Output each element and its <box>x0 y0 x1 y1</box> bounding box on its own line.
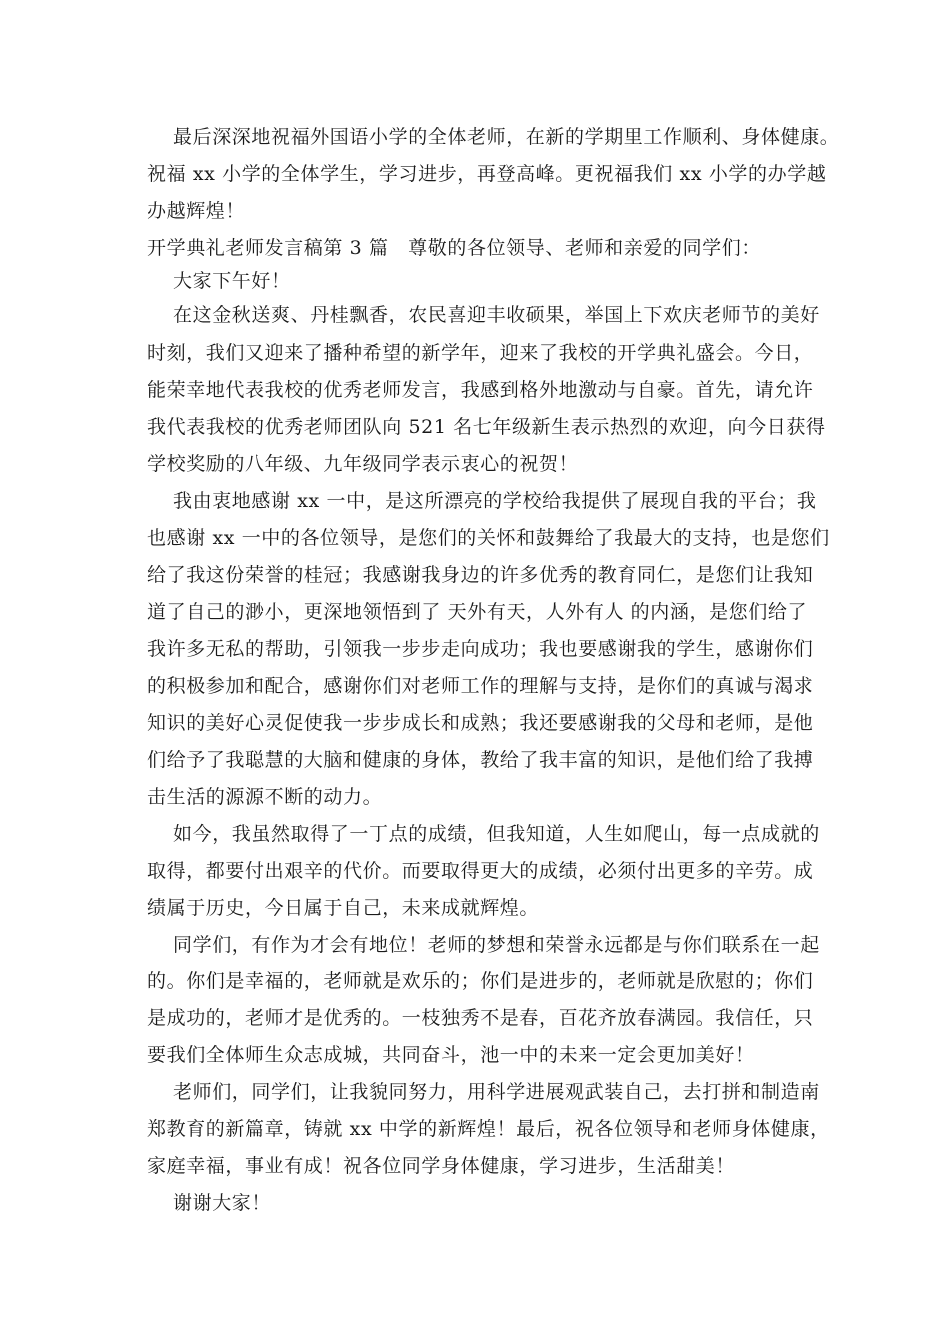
text-line: 办越辉煌！ <box>147 200 246 222</box>
text-line: 我许多无私的帮助，引领我一步步走向成功；我也要感谢我的学生，感谢你们 <box>147 638 814 660</box>
text-line: 老师们，同学们，让我貌同努力，用科学进展观武装自己，去打拼和制造南 <box>173 1081 820 1103</box>
text-line: 谢谢大家！ <box>173 1192 272 1214</box>
text-line: 同学们，有作为才会有地位！老师的梦想和荣誉永远都是与你们联系在一起 <box>173 934 820 956</box>
text-line: 也感谢 xx 一中的各位领导，是您们的关怀和鼓舞给了我最大的支持，也是您们 <box>147 527 830 549</box>
text-line: 最后深深地祝福外国语小学的全体老师，在新的学期里工作顺利、身体健康。 <box>173 126 840 148</box>
text-line: 的积极参加和配合，感谢你们对老师工作的理解与支持，是你们的真诚与渴求 <box>147 675 814 697</box>
text-line: 取得，都要付出艰辛的代价。而要取得更大的成绩，必须付出更多的辛劳。成 <box>147 860 814 882</box>
text-line: 知识的美好心灵促使我一步步成长和成熟；我还要感谢我的父母和老师，是他 <box>147 712 814 734</box>
text-line: 给了我这份荣誉的桂冠；我感谢我身边的许多优秀的教育同仁，是您们让我知 <box>147 564 814 586</box>
text-line: 我由衷地感谢 xx 一中，是这所漂亮的学校给我提供了展现自我的平台；我 <box>173 490 817 512</box>
text-line: 的。你们是幸福的，老师就是欢乐的；你们是进步的，老师就是欣慰的；你们 <box>147 970 814 992</box>
text-line: 如今，我虽然取得了一丁点的成绩，但我知道，人生如爬山，每一点成就的 <box>173 823 820 845</box>
text-line: 学校奖励的八年级、九年级同学表示衷心的祝贺！ <box>147 453 579 475</box>
text-line: 绩属于历史，今日属于自己，未来成就辉煌。 <box>147 897 540 919</box>
text-line: 要我们全体师生众志成城，共同奋斗，池一中的未来一定会更加美好！ <box>147 1044 755 1066</box>
text-line: 家庭幸福，事业有成！祝各位同学身体健康，学习进步，生活甜美！ <box>147 1155 736 1177</box>
text-line: 时刻，我们又迎来了播种希望的新学年，迎来了我校的开学典礼盛会。今日， <box>147 342 814 364</box>
section-heading: 开学典礼老师发言稿第 3 篇 尊敬的各位领导、老师和亲爱的同学们： <box>147 237 761 259</box>
text-line: 能荣幸地代表我校的优秀老师发言，我感到格外地激动与自豪。首先，请允许 <box>147 379 814 401</box>
text-line: 祝福 xx 小学的全体学生，学习进步，再登高峰。更祝福我们 xx 小学的办学越 <box>147 163 827 185</box>
text-line: 道了自己的渺小，更深地领悟到了 天外有天，人外有人 的内涵，是您们给了 <box>147 601 808 623</box>
text-line: 们给予了我聪慧的大脑和健康的身体，教给了我丰富的知识，是他们给了我搏 <box>147 749 814 771</box>
text-line: 在这金秋送爽、丹桂飘香，农民喜迎丰收硕果，举国上下欢庆老师节的美好 <box>173 304 820 326</box>
text-line: 是成功的，老师才是优秀的。一枝独秀不是春，百花齐放春满园。我信任，只 <box>147 1007 814 1029</box>
text-line: 郑教育的新篇章，铸就 xx 中学的新辉煌！最后，祝各位领导和老师身体健康， <box>147 1118 830 1140</box>
text-line: 我代表我校的优秀老师团队向 521 名七年级新生表示热烈的欢迎，向今日获得 <box>147 416 826 438</box>
text-line: 击生活的源源不断的动力。 <box>147 786 383 808</box>
text-line: 大家下午好！ <box>173 270 291 292</box>
